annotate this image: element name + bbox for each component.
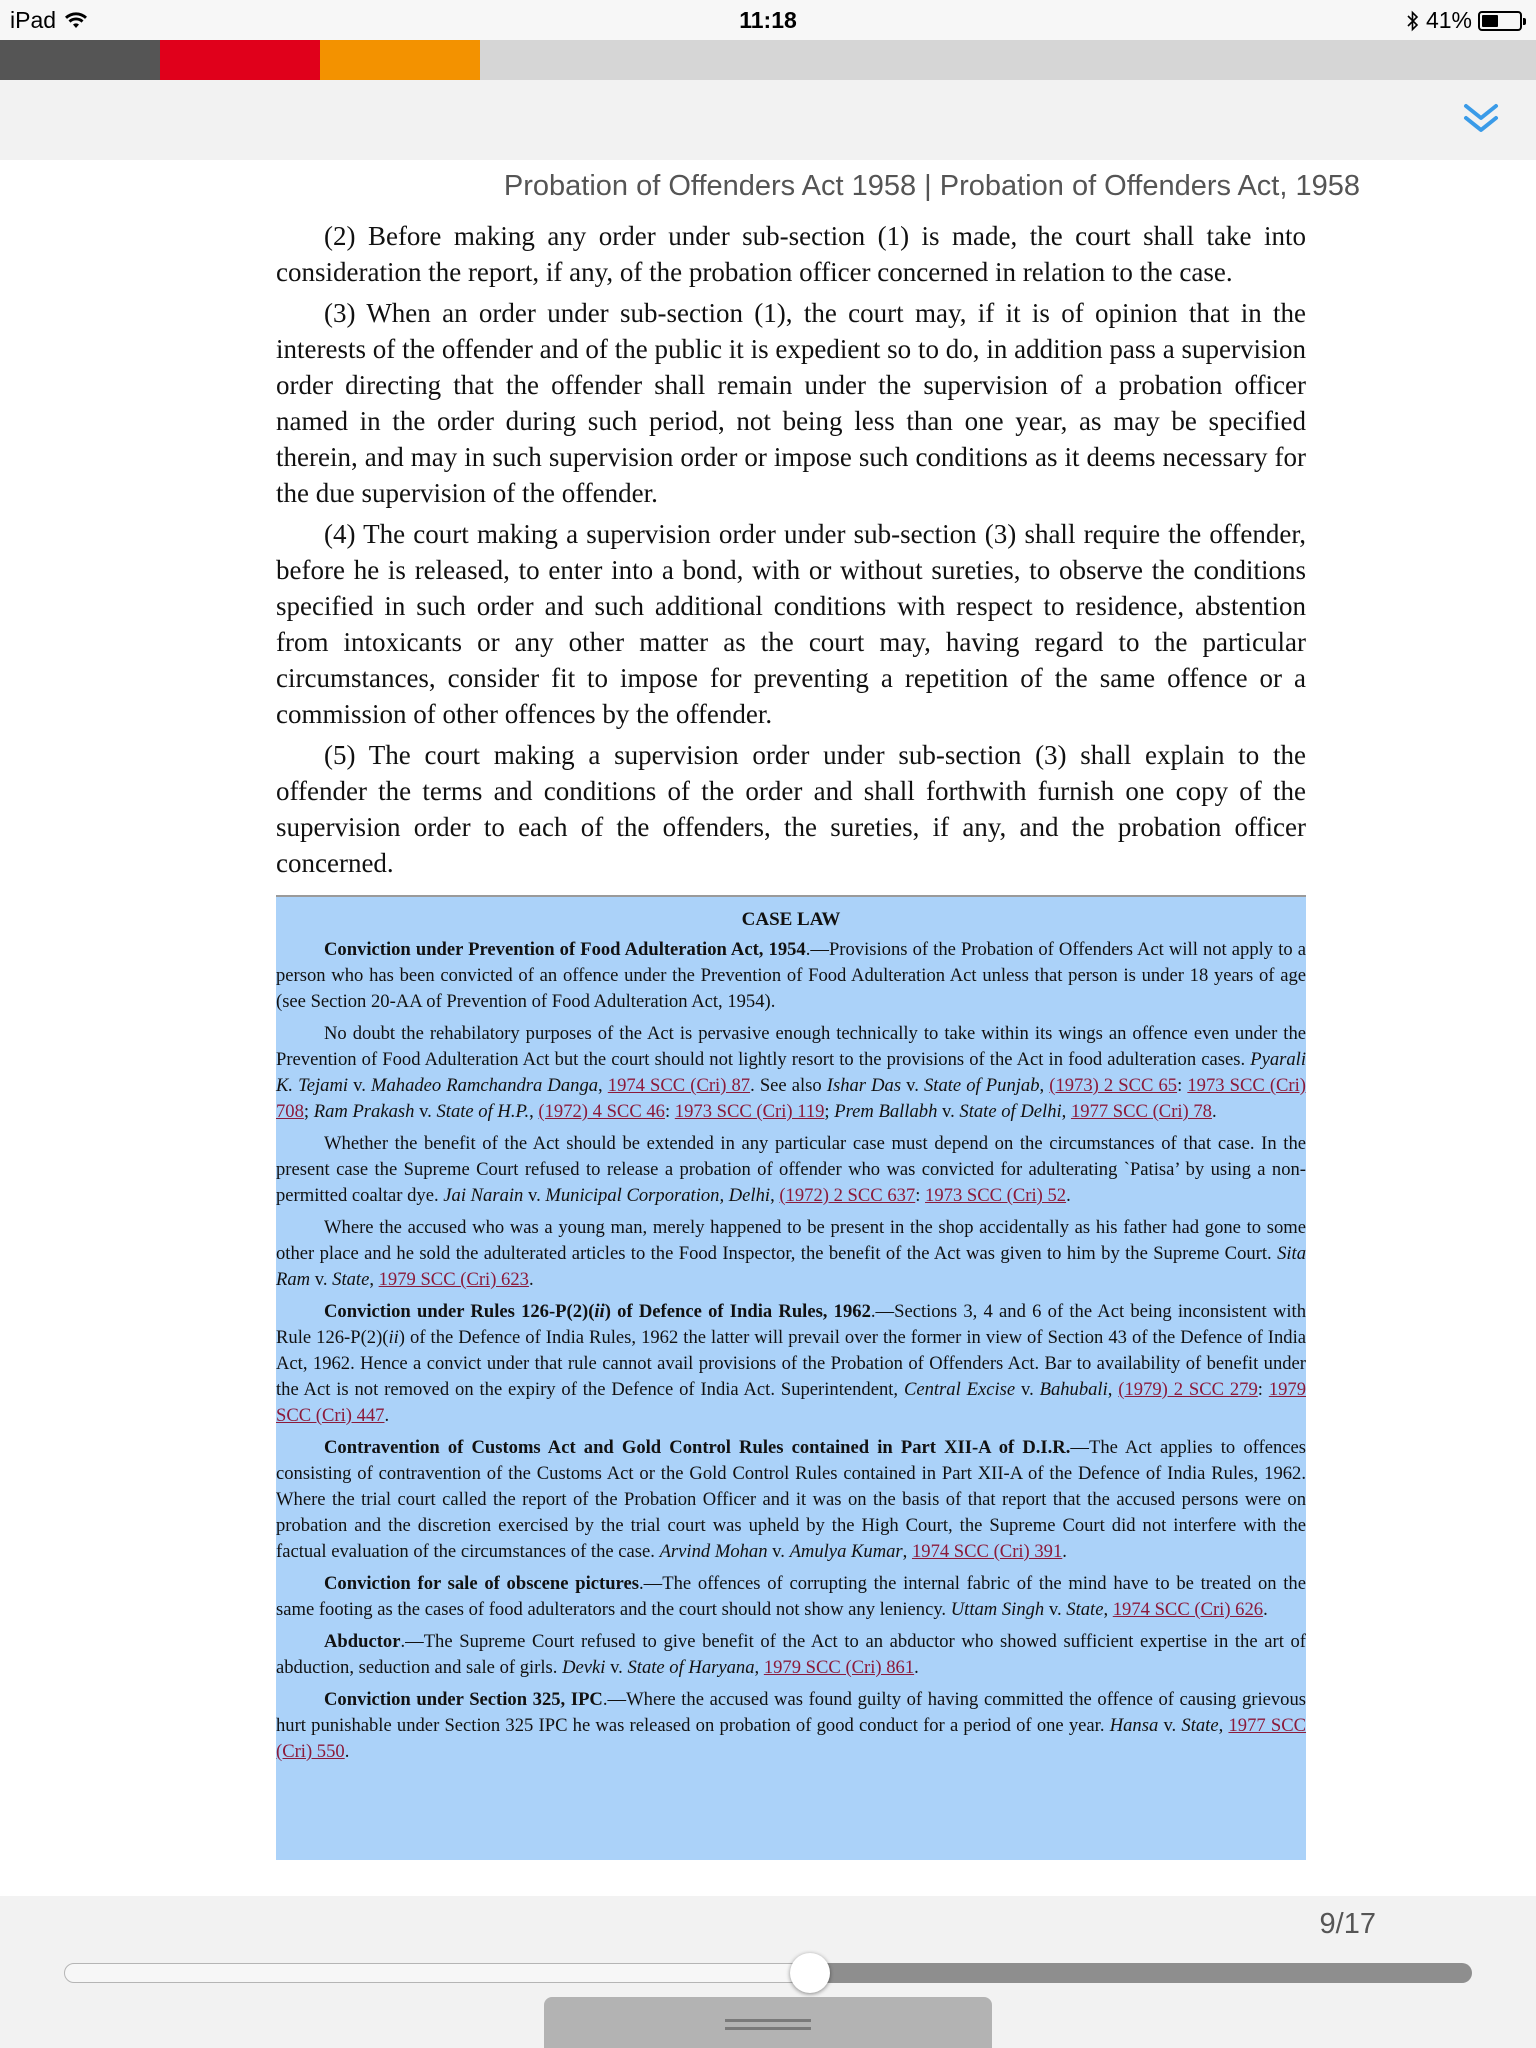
running-head: Probation of Offenders Act 1958 | Probation of Offenders Act, 1958 [503, 170, 1360, 202]
case-heading: Conviction for sale of obscene pictures [324, 1573, 639, 1594]
case-text: v. [1044, 1599, 1067, 1620]
case-text: ) of the Defence of India Rules, 1962 the latter will prevail over the former in view of Section 43 of the Defence of India Act, 1962. Hence a convict under that rule cannot avail provisions of the Probation of Offenders Act. Bar to availability of benefit under the Act is not removed on the expiry of the Defence of India Act. Superintendent, [276, 1327, 1306, 1400]
citation-link[interactable]: (1979) 2 SCC 279 [1118, 1379, 1258, 1400]
case-text: . [1263, 1599, 1268, 1620]
case-text: . [528, 1269, 534, 1290]
page-slider[interactable] [64, 1963, 1472, 1983]
battery-level [1482, 15, 1498, 27]
slider-track-remaining[interactable] [810, 1963, 1472, 1983]
party-name: State of Punjab [924, 1075, 1040, 1096]
case-law-paragraph [276, 1571, 1306, 1623]
case-heading: Conviction under Section 325, IPC [324, 1689, 603, 1710]
battery-percent: 41% [1425, 7, 1472, 33]
case-heading-part: Conviction under Rules 126-P(2)( [324, 1301, 595, 1322]
case-text: No doubt the rehabilatory purposes of the Act is pervasive enough technically to take within its wings an offence even under the Prevention of Food Adulteration Act but the court should not lightly resort to the provisions of the Act in food adulteration cases. [276, 1023, 1306, 1070]
party-name: State of Delhi [959, 1101, 1062, 1122]
citation-link[interactable]: 1973 SCC (Cri) 52 [925, 1185, 1067, 1206]
party-name: State of H.P. [436, 1101, 530, 1122]
case-text: , [754, 1657, 764, 1678]
case-text: , [529, 1101, 539, 1122]
case-heading-italic: ii [594, 1301, 605, 1322]
battery-icon [1478, 11, 1522, 31]
case-law-paragraph [276, 1215, 1306, 1293]
party-name: Arvind Mohan [659, 1541, 768, 1562]
color-tab-strip [0, 40, 1536, 80]
citation-link[interactable]: 1974 SCC (Cri) 391 [911, 1541, 1063, 1562]
sub-section-2: (2) Before making any order under sub-section (1) is made, the court shall take into consideration the report, if any, of the probation officer concerned in relation to the case. [276, 221, 1306, 287]
party-name: Jai Narain [443, 1185, 524, 1206]
party-name: Sita Ram [276, 1243, 1306, 1290]
party-name: Prem Ballabh [834, 1101, 938, 1122]
page-indicator: 9/17 [1319, 1908, 1376, 1940]
case-law-box [276, 895, 1306, 1860]
case-text: v. [414, 1101, 437, 1122]
case-text: .—The Supreme Court refused to give benefit of the Act to an abductor who showed sufficient expertise in the art of abduction, seduction and sale of girls. [276, 1631, 1306, 1678]
citation-link[interactable]: (1973) 2 SCC 65 [1049, 1075, 1178, 1096]
case-text: v. [1158, 1715, 1182, 1736]
party-name: Central Excise [903, 1379, 1016, 1400]
case-law-paragraph [276, 1299, 1306, 1429]
party-name: Ram Prakash [313, 1101, 415, 1122]
case-text: . [1211, 1101, 1217, 1122]
reader-toolbar [0, 80, 1536, 160]
case-text: , [1061, 1101, 1071, 1122]
grip-line [725, 2019, 811, 2022]
party-name: Uttam Singh [950, 1599, 1045, 1620]
status-right [1406, 7, 1522, 34]
case-text: : [664, 1101, 675, 1122]
case-text: , [1107, 1379, 1119, 1400]
case-text: .—Sections 3, 4 and 6 of the Act being inconsistent with Rule 126-P(2)( [276, 1301, 1306, 1348]
statute-body [276, 218, 1306, 886]
case-law-paragraph [276, 1435, 1306, 1565]
citation-link[interactable]: 1973 SCC (Cri) 119 [674, 1101, 825, 1122]
sub-section-5: (5) The court making a supervision order under sub-section (3) shall explain to the offender the terms and conditions of the order and shall forthwith furnish one copy of the supervision order to each of the offenders, the sureties, if any, and the probation officer concerned. [276, 740, 1306, 878]
case-text: : [1257, 1379, 1269, 1400]
case-heading [324, 1301, 871, 1322]
citation-link[interactable]: 1979 SCC (Cri) 623 [378, 1269, 529, 1290]
drawer-handle[interactable] [544, 1997, 992, 2048]
case-law-paragraph [276, 1021, 1306, 1125]
double-chevron-down-icon[interactable] [1456, 94, 1506, 144]
case-text: , [369, 1269, 379, 1290]
case-text: .—Provisions of the Probation of Offenders Act will not apply to a person who has been convicted of an offence under the Prevention of Food Adulteration Act unless that person is under 18 years of age (see Section 20-AA of Prevention of Food Adulteration Act, 1954). [276, 939, 1306, 1012]
party-name: Ishar Das [826, 1075, 902, 1096]
citation-link[interactable]: (1972) 4 SCC 46 [538, 1101, 665, 1122]
party-name: State [332, 1269, 370, 1290]
case-text: v. [605, 1657, 628, 1678]
citation-link[interactable]: 1977 SCC (Cri) 550 [276, 1715, 1307, 1762]
party-name: Amulya Kumar [789, 1541, 903, 1562]
case-law-paragraph [276, 937, 1306, 1015]
case-heading: Abductor [324, 1631, 401, 1652]
case-law-paragraph [276, 1687, 1306, 1765]
case-law-title: CASE LAW [741, 909, 841, 930]
party-name: State of Haryana [627, 1657, 755, 1678]
case-text: ; [303, 1101, 314, 1122]
case-law-paragraph [276, 1131, 1306, 1209]
case-text: v. [767, 1541, 790, 1562]
party-name: Municipal Corporation, Delhi [545, 1185, 771, 1206]
case-text: Whether the benefit of the Act should be extended in any particular case must depend on the circumstances of that case. In the present case the Supreme Court refused to release a probation of offender who was convicted for adulterating `Patisa’ by using a non-permitted coaltar dye. [276, 1133, 1306, 1206]
case-text: , [902, 1541, 912, 1562]
case-text: : [1177, 1075, 1188, 1096]
case-text: v. [901, 1075, 924, 1096]
party-name: Mahadeo Ramchandra Danga [370, 1075, 599, 1096]
battery-nub [1523, 18, 1526, 25]
party-name: Hansa [1109, 1715, 1159, 1736]
citation-link[interactable]: 1979 SCC (Cri) 447 [276, 1379, 1306, 1426]
case-text: . [344, 1741, 350, 1762]
tab-gray[interactable] [0, 40, 160, 80]
citation-link[interactable]: (1972) 2 SCC 637 [779, 1185, 916, 1206]
case-text: v. [523, 1185, 546, 1206]
bluetooth-icon [1406, 10, 1420, 32]
party-name: State [1181, 1715, 1219, 1736]
case-text: . [1066, 1185, 1071, 1206]
case-text: .—Where the accused was found guilty of having committed the offence of causing grievous hurt punishable under Section 325 IPC he was released on probation of good conduct for a period of one year. [276, 1689, 1306, 1736]
case-text: v. [310, 1269, 333, 1290]
tab-orange[interactable] [320, 40, 480, 80]
case-heading-part: ) of Defence of India Rules, 1962 [604, 1301, 871, 1322]
case-text: . [384, 1405, 390, 1426]
case-text: . [1062, 1541, 1067, 1562]
citation-link[interactable]: 1977 SCC (Cri) 78 [1070, 1101, 1212, 1122]
sub-section-3: (3) When an order under sub-section (1), the court may, if it is of opinion that in the interests of the offender and of the public it is expedient so to do, in addition pass a supervision order directing that the offender shall remain under the supervision of a probation officer named in the order during such period, not being less than one year, as may be specified therein, and may in such supervision order or impose such conditions as it deems necessary for the due supervision of the offender. [276, 298, 1306, 508]
case-text: , [1103, 1599, 1113, 1620]
sub-section-4: (4) The court making a supervision order under sub-section (3) shall require the offender, before he is released, to enter into a bond, with or without sureties, to observe the conditions specified in such order and such additional conditions with respect to residence, abstention from intoxicants or any other matter as the court may, having regard to the particular circumstances, consider fit to impose for preventing a repetition of the same offence or a commission of other offences by the offender. [276, 519, 1306, 729]
case-text: .—The offences of corrupting the internal fabric of the mind have to be treated on the same footing as the cases of food adulterators and the court should not show any leniency. [276, 1573, 1306, 1620]
case-text: —The Act applies to offences consisting of contravention of the Customs Act or the Gold Control Rules contained in Part XII-A of the Defence of India Rules, 1962. Where the trial court called the report of the Probation Officer and it was on the basis of that report that the accused persons were on probation and the discretion exercised by the trial court was upheld by the High Court, the Supreme Court did not interfere with the factual evaluation of the circumstances of the case. [276, 1437, 1306, 1562]
case-text: v. [1015, 1379, 1040, 1400]
grip-line [725, 2027, 811, 2030]
case-text: , [770, 1185, 780, 1206]
document-page [0, 160, 1536, 1896]
case-text: . See also [750, 1075, 827, 1096]
citation-link[interactable]: 1973 SCC (Cri) 708 [276, 1075, 1306, 1122]
status-bar [0, 0, 1536, 40]
case-text: v. [937, 1101, 960, 1122]
citation-link[interactable]: 1979 SCC (Cri) 861 [763, 1657, 915, 1678]
tab-red[interactable] [160, 40, 320, 80]
case-text: . [914, 1657, 919, 1678]
case-heading: Contravention of Customs Act and Gold Control Rules contained in Part XII-A of D.I.R. [324, 1437, 1071, 1458]
case-heading: Conviction under Prevention of Food Adulteration Act, 1954 [324, 939, 806, 960]
party-name: Devki [562, 1657, 606, 1678]
citation-link[interactable]: 1974 SCC (Cri) 87 [607, 1075, 751, 1096]
case-law-paragraph [276, 1629, 1306, 1681]
case-text: v. [348, 1075, 371, 1096]
case-text: Where the accused who was a young man, merely happened to be present in the shop accidentally as his father had gone to some other place and he sold the adulterated articles to the Food Inspector, the benefit of the Act was given to him by the Supreme Court. [276, 1217, 1306, 1264]
clock: 11:18 [739, 7, 797, 33]
device-name: iPad [10, 7, 57, 33]
party-name: Bahubali [1039, 1379, 1108, 1400]
slider-track-read[interactable] [64, 1963, 810, 1983]
case-text: , [1039, 1075, 1050, 1096]
slider-knob[interactable] [790, 1953, 830, 1993]
citation-link[interactable]: 1974 SCC (Cri) 626 [1112, 1599, 1264, 1620]
case-text: ; [824, 1101, 835, 1122]
case-text: : [915, 1185, 926, 1206]
party-name: Pyarali K. Tejami [276, 1049, 1306, 1096]
case-text-italic: ii [388, 1327, 399, 1348]
case-text: , [598, 1075, 608, 1096]
case-text: , [1218, 1715, 1229, 1736]
party-name: State [1066, 1599, 1104, 1620]
